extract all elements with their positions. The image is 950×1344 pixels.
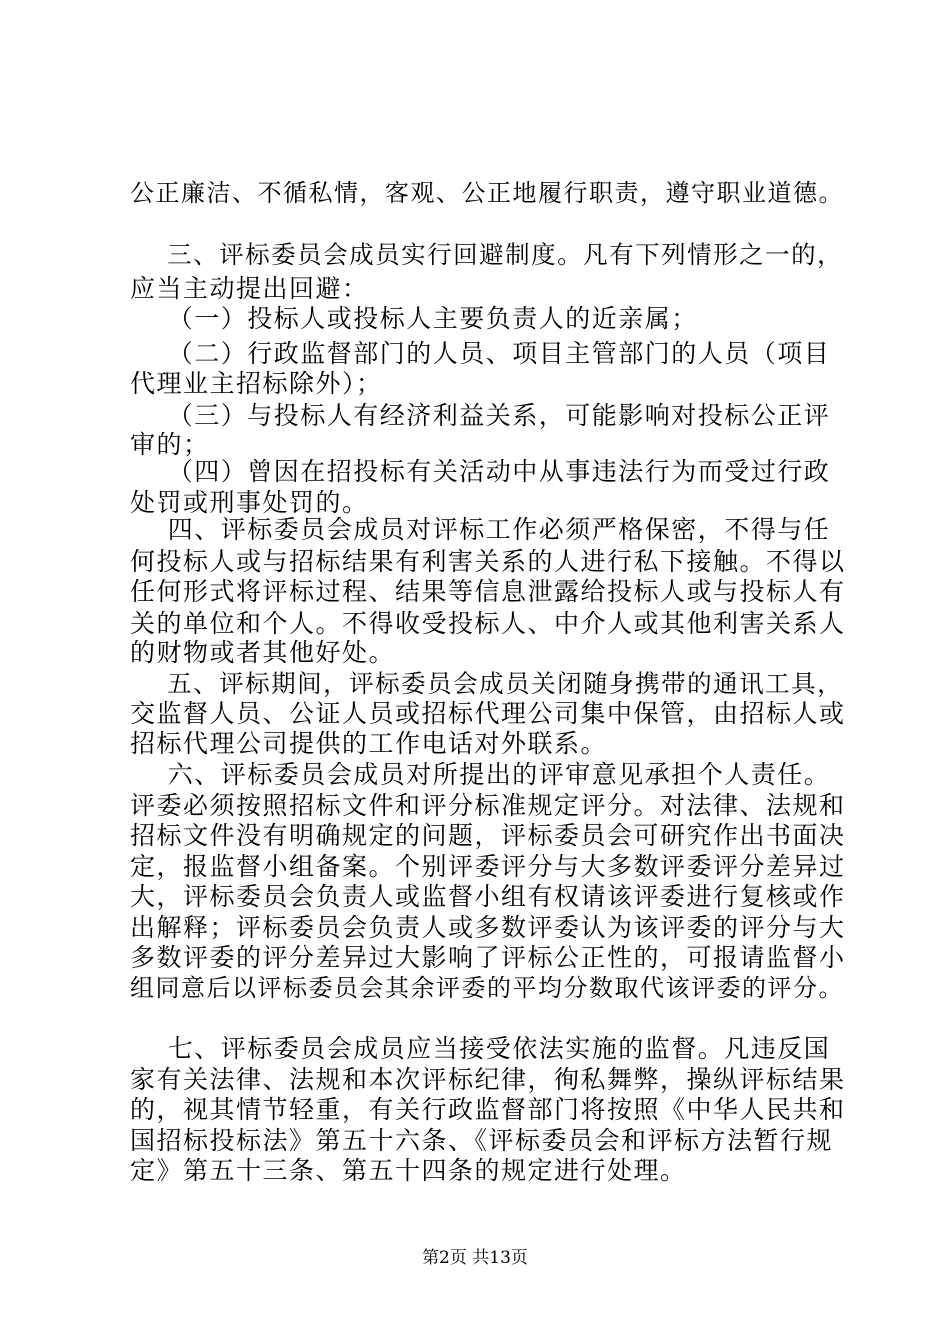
text-line: 公正廉洁、不循私情，客观、公正地履行职责，遵守职业道德。 (130, 179, 844, 207)
text-line: 审的； (130, 430, 210, 459)
text-line: 何投标人或与招标结果有利害关系的人进行私下接触。不得以 (130, 547, 846, 576)
text-line: 招标文件没有明确规定的问题，评标委员会可研究作出书面决 (130, 821, 846, 850)
text-line: 定》第五十三条、第五十四条的规定进行处理。 (130, 1156, 687, 1185)
text-line: 代理业主招标除外）； (130, 369, 383, 398)
text-line: 五、评标期间，评标委员会成员关闭随身携带的通讯工具， (130, 669, 844, 698)
text-line: 关的单位和个人。不得收受投标人、中介人或其他利害关系人 (130, 609, 846, 638)
text-line: （一）投标人或投标人主要负责人的近亲属； (130, 304, 698, 333)
text-line: 的财物或者其他好处。 (130, 638, 396, 667)
text-line: 国招标投标法》第五十六条、《评标委员会和评标方法暂行规 (130, 1126, 834, 1155)
text-line: 定，报监督小组备案。个别评委评分与大多数评委评分差异过 (130, 852, 846, 881)
text-line: 出解释；评标委员会负责人或多数评委认为该评委的评分与大 (130, 913, 846, 942)
text-line: 的，视其情节轻重，有关行政监督部门将按照《中华人民共和 (130, 1095, 846, 1124)
text-line: （四）曾因在招投标有关活动中从事违法行为而受过行政 (130, 457, 831, 486)
text-line: 六、评标委员会成员对所提出的评审意见承担个人责任。 (130, 760, 831, 789)
text-line: 处罚或刑事处罚的。 (130, 488, 369, 517)
text-line: （二）行政监督部门的人员、项目主管部门的人员（项目 (130, 339, 831, 368)
text-line: 多数评委的评分差异过大影响了评标公正性的，可报请监督小 (130, 943, 846, 972)
page-number-footer: 第2页 共13页 (422, 1248, 528, 1268)
text-line: 组同意后以评标委员会其余评委的平均分数取代该评委的评分。 (130, 974, 844, 1002)
text-line: 七、评标委员会成员应当接受依法实施的监督。凡违反国 (130, 1034, 831, 1063)
text-line: 任何形式将评标过程、结果等信息泄露给投标人或与投标人有 (130, 577, 846, 606)
text-line: 家有关法律、法规和本次评标纪律，徇私舞弊，操纵评标结果 (130, 1065, 846, 1094)
text-line: 四、评标委员会成员对评标工作必须严格保密，不得与任 (130, 515, 831, 544)
text-line: （三）与投标人有经济利益关系，可能影响对投标公正评 (130, 401, 831, 430)
text-line: 三、评标委员会成员实行回避制度。凡有下列情形之一的， (130, 240, 844, 269)
text-line: 评委必须按照招标文件和评分标准规定评分。对法律、法规和 (130, 791, 846, 820)
text-line: 应当主动提出回避： (130, 274, 369, 303)
text-line: 大，评标委员会负责人或监督小组有权请该评委进行复核或作 (130, 882, 846, 911)
text-line: 交监督人员、公证人员或招标代理公司集中保管，由招标人或 (130, 699, 846, 728)
text-line: 招标代理公司提供的工作电话对外联系。 (130, 729, 608, 758)
